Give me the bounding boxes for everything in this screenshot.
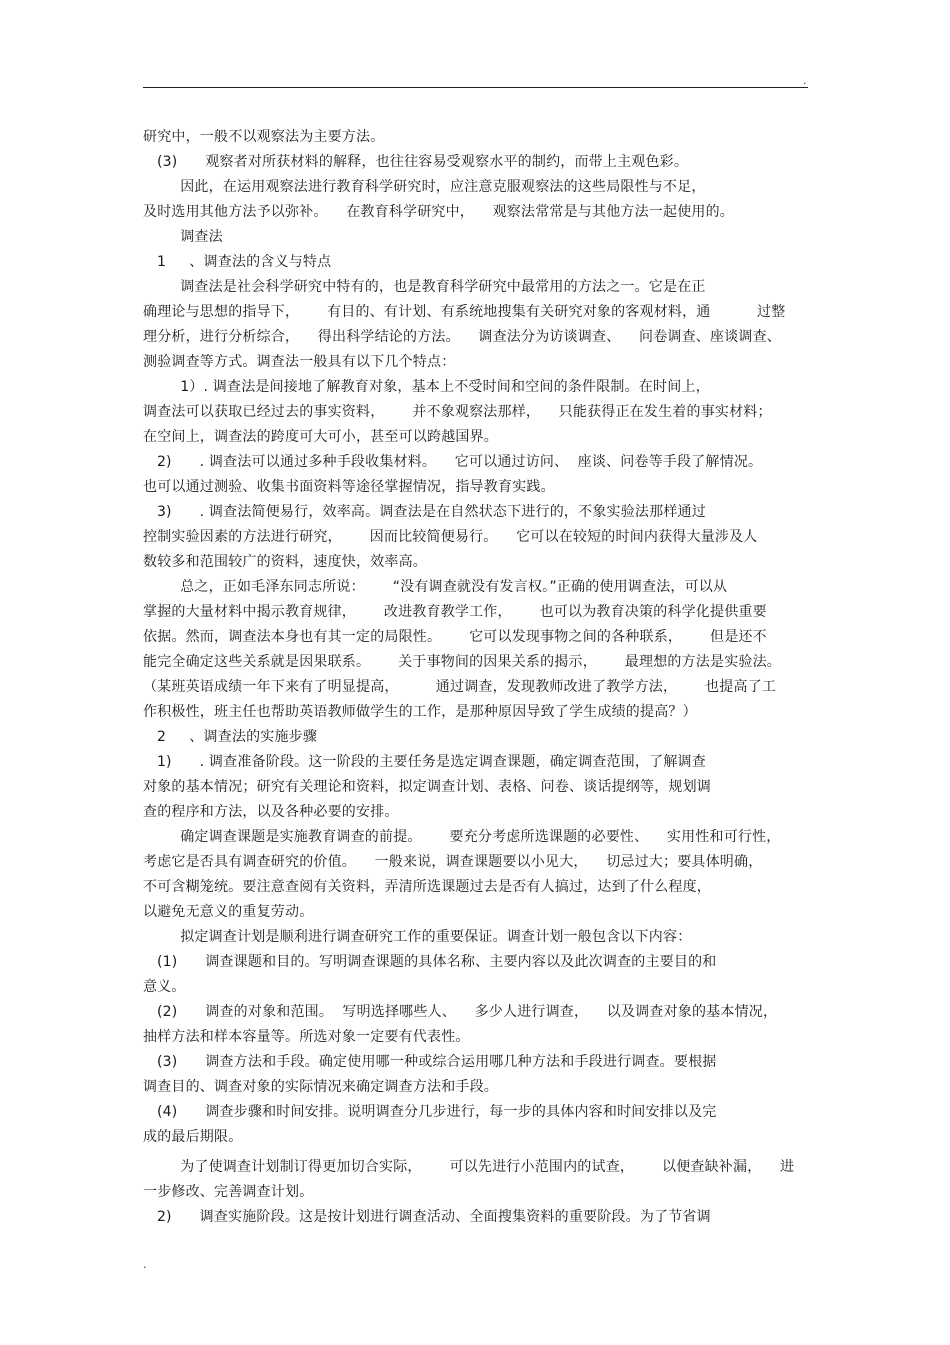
text-line: 1 、调查法的含义与特点: [143, 254, 332, 270]
text-line: 作积极性，班主任也帮助英语教师做学生的工作，是那种原因导致了学生成绩的提高？）: [143, 704, 697, 720]
text-line: 3) . 调查法简便易行，效率高。调查法是在自然状态下进行的，不象实验法那样通过: [143, 504, 706, 520]
text-line: 测验调查等方式。调查法一般具有以下几个特点：: [143, 354, 456, 370]
text-line: 能完全确定这些关系就是因果联系。 关于事物间的因果关系的揭示， 最理想的方法是实验法。: [143, 654, 781, 670]
text-line: 不可含糊笼统。要注意查阅有关资料，弄清所选课题过去是否有人搞过，达到了什么程度，: [143, 879, 711, 895]
text-line: 调查法可以获取已经过去的事实资料， 并不象观察法那样， 只能获得正在发生着的事实材料；: [143, 404, 772, 420]
text-line: 调查法是社会科学研究中特有的，也是教育科学研究中最常用的方法之一。它是在正: [143, 279, 706, 295]
text-line: 确定调查课题是实施教育调查的前提。 要充分考虑所选课题的必要性、 实用性和可行性，: [143, 829, 781, 845]
text-line: 调查法: [143, 229, 223, 245]
header-rule: [143, 87, 808, 88]
text-line: (2) 调查的对象和范围。 写明选择哪些人、 多少人进行调查， 以及调查对象的基本情况，: [143, 1004, 778, 1020]
text-line: 2) . 调查法可以通过多种手段收集材料。 它可以通过访问、 座谈、问卷等手段了解情况。: [143, 454, 763, 470]
text-line: 1) . 调查准备阶段。这一阶段的主要任务是选定调查课题，确定调查范围，了解调查: [143, 754, 706, 770]
text-line: 2 、调查法的实施步骤: [143, 729, 318, 745]
text-line: 以避免无意义的重复劳动。: [143, 904, 314, 920]
text-line: 依据。然而，调查法本身也有其一定的局限性。 它可以发现事物之间的各种联系， 但是还不: [143, 629, 767, 645]
text-line: 因此，在运用观察法进行教育科学研究时，应注意克服观察法的这些局限性与不足，: [143, 179, 706, 195]
text-line: 控制实验因素的方法进行研究， 因而比较简便易行。 它可以在较短的时间内获得大量涉及人: [143, 529, 758, 545]
text-line: 也可以通过测验、收集书面资料等途径掌握情况，指导教育实践。: [143, 479, 555, 495]
text-line: 考虑它是否具有调查研究的价值。 一般来说，调查课题要以小见大， 切忌过大；要具体明确，: [143, 854, 763, 870]
text-line: （某班英语成绩一年下来有了明显提高， 通过调查，发现教师改进了教学方法， 也提高了工: [143, 679, 777, 695]
text-line: 为了使调查计划制订得更加切合实际， 可以先进行小范围内的试查， 以便查缺补漏， 进: [143, 1159, 795, 1175]
text-line: (3) 观察者对所获材料的解释，也往往容易受观察水平的制约，而带上主观色彩。: [143, 154, 689, 170]
text-line: 一步修改、完善调查计划。: [143, 1184, 314, 1200]
header-mark: .: [803, 74, 807, 87]
text-line: (1) 调查课题和目的。写明调查课题的具体名称、主要内容以及此次调查的主要目的和: [143, 954, 717, 970]
text-line: 研究中，一般不以观察法为主要方法。: [143, 129, 385, 145]
text-line: 理分析，进行分析综合， 得出科学结论的方法。 调查法分为访谈调查、 问卷调查、座谈调查、: [143, 329, 781, 345]
footer-mark: .: [143, 1258, 147, 1271]
text-line: 对象的基本情况；研究有关理论和资料，拟定调查计划、表格、问卷、谈话提纲等，规划调: [143, 779, 711, 795]
text-line: 查的程序和方法，以及各种必要的安排。: [143, 804, 399, 820]
text-line: 2) 调查实施阶段。这是按计划进行调查活动、全面搜集资料的重要阶段。为了节省调: [143, 1209, 711, 1225]
text-line: 抽样方法和样本容量等。所选对象一定要有代表性。: [143, 1029, 470, 1045]
text-line: 确理论与思想的指导下， 有目的、有计划、有系统地搜集有关研究对象的客观材料，通 过整: [143, 304, 786, 320]
text-line: 在空间上，调查法的跨度可大可小，甚至可以跨越国界。: [143, 429, 498, 445]
text-line: (4) 调查步骤和时间安排。说明调查分几步进行，每一步的具体内容和时间安排以及完: [143, 1104, 717, 1120]
text-line: 调查目的、调查对象的实际情况来确定调查方法和手段。: [143, 1079, 498, 1095]
text-line: 掌握的大量材料中揭示教育规律， 改进教育教学工作， 也可以为教育决策的科学化提供重要: [143, 604, 767, 620]
text-line: 及时选用其他方法予以弥补。 在教育科学研究中， 观察法常常是与其他方法一起使用的。: [143, 204, 734, 220]
text-line: (3) 调查方法和手段。确定使用哪一种或综合运用哪几种方法和手段进行调查。要根据: [143, 1054, 717, 1070]
text-line: 意义。: [143, 979, 186, 995]
text-line: 数较多和范围较广的资料，速度快，效率高。: [143, 554, 427, 570]
text-line: 1）. 调查法是间接地了解教育对象，基本上不受时间和空间的条件限制。在时间上，: [143, 379, 710, 395]
text-line: 成的最后期限。: [143, 1129, 243, 1145]
text-line: 拟定调查计划是顺利进行调查研究工作的重要保证。调查计划一般包含以下内容：: [143, 929, 692, 945]
text-line: 总之，正如毛泽东同志所说： “没有调查就没有发言权。”正确的使用调查法，可以从: [143, 579, 728, 595]
